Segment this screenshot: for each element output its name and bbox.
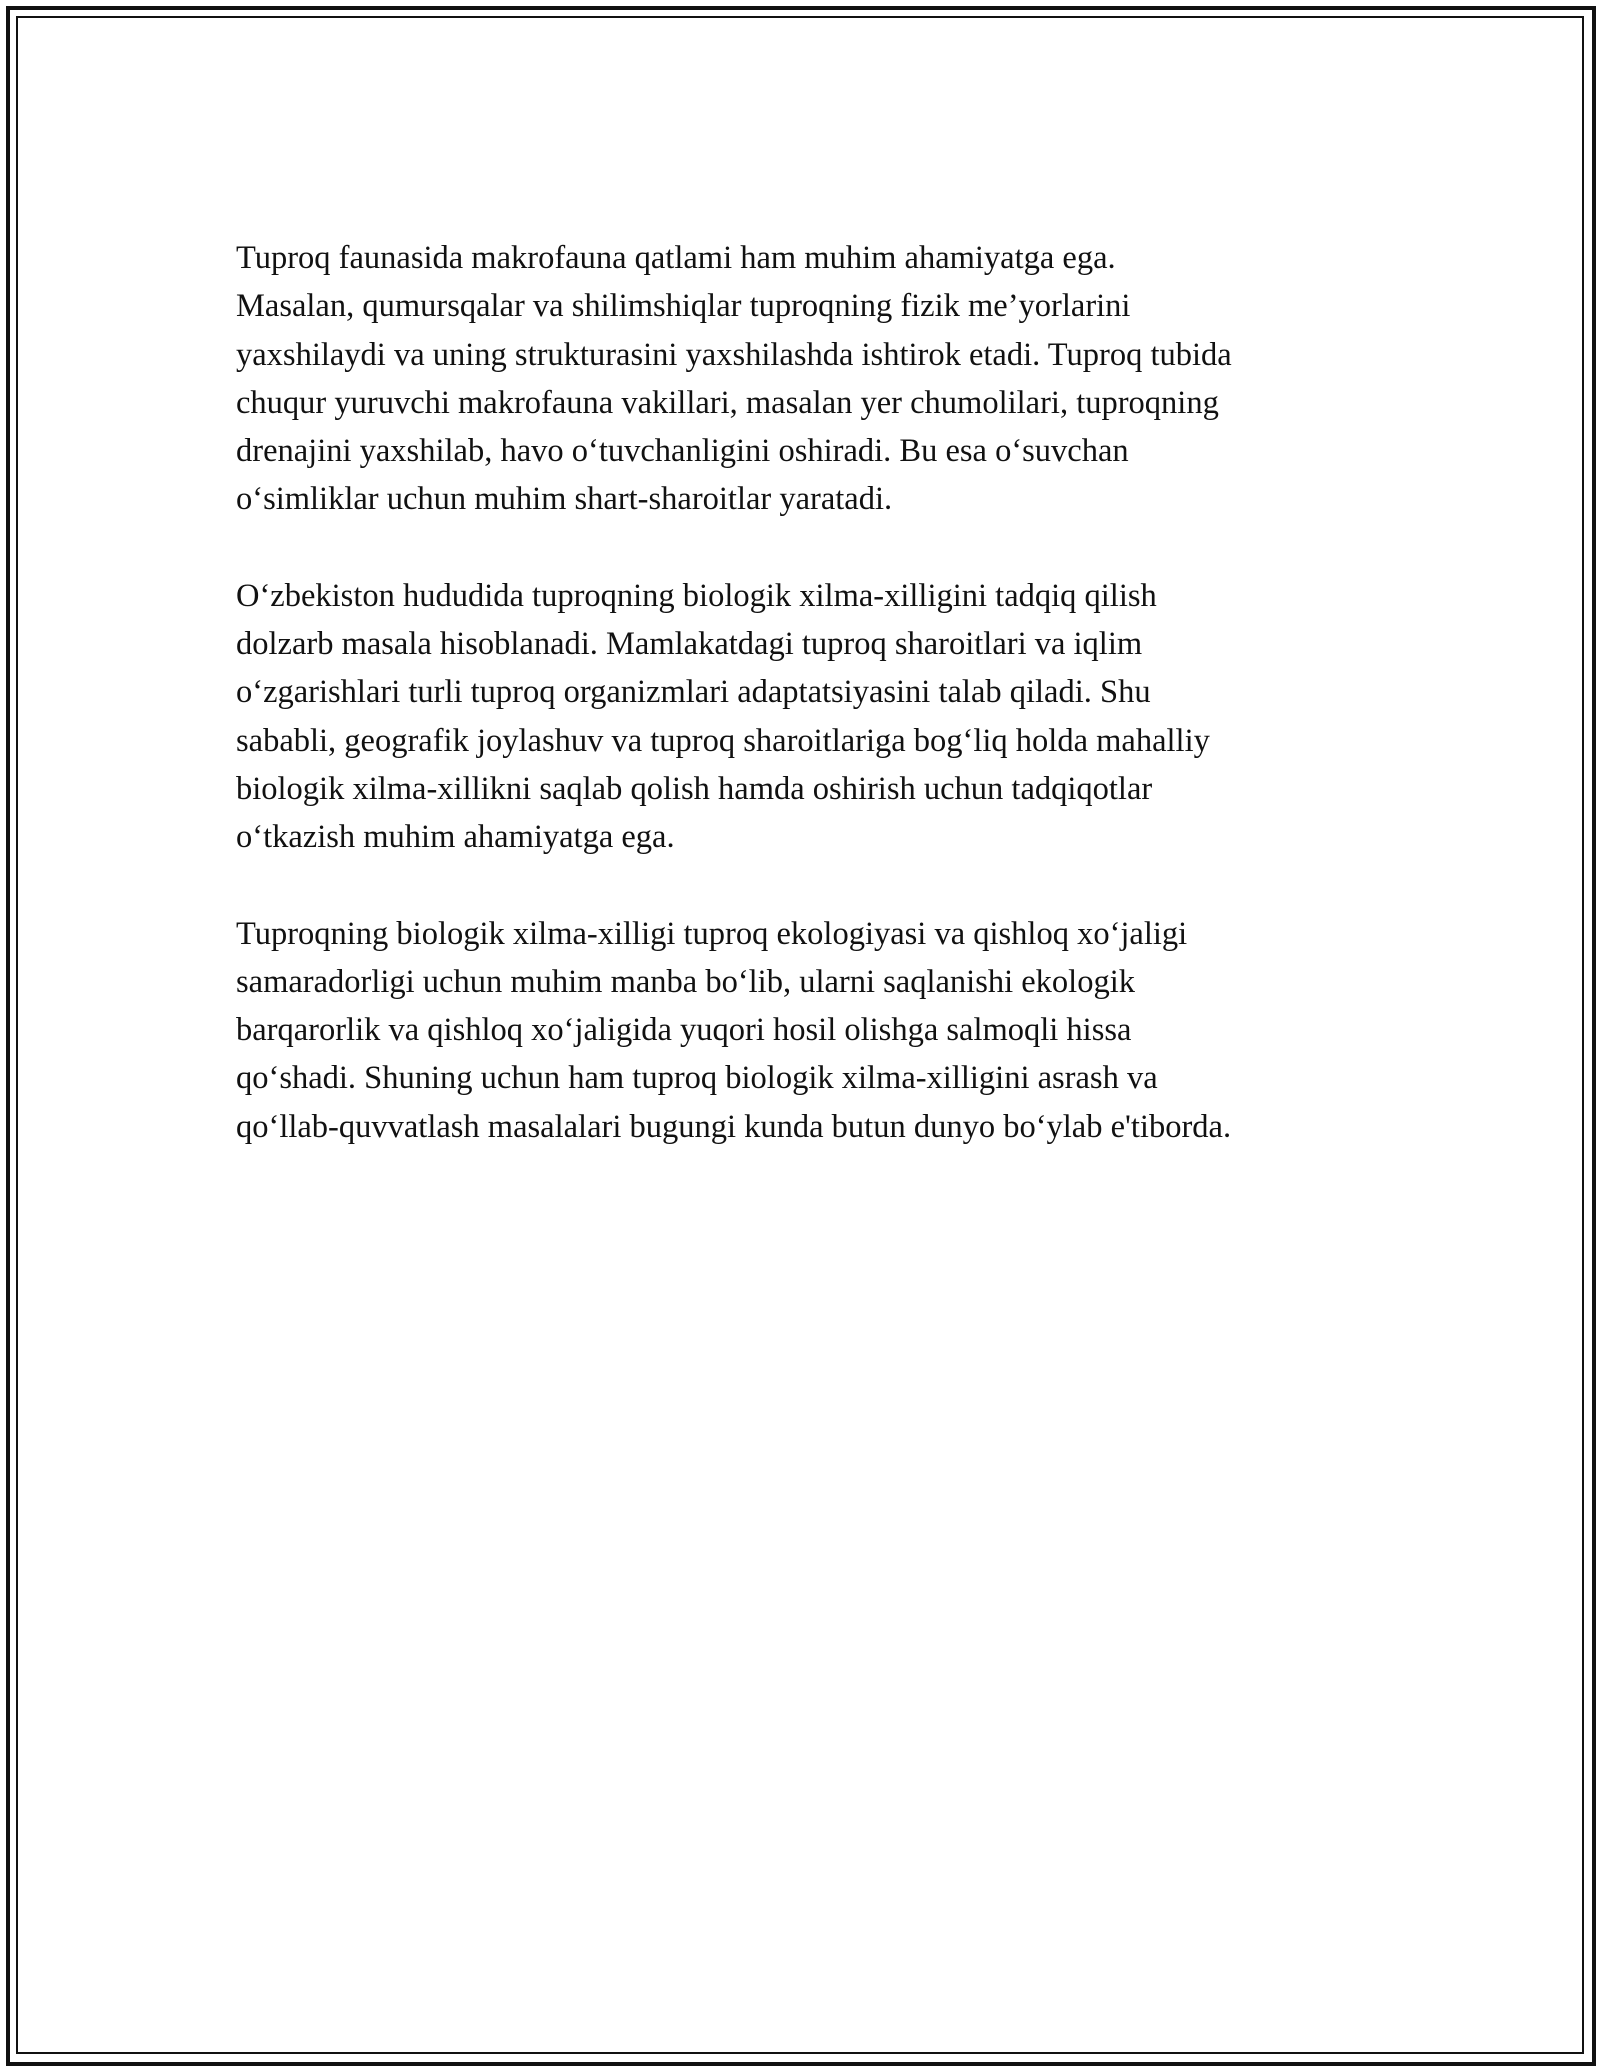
text-line: qo‘shadi. Shuning uchun ham tuproq biologik xilma-xilligini asrash va [236,1060,1158,1097]
text-line: Tuproq faunasida makrofauna qatlami ham muhim ahamiyatga ega. [236,240,1116,276]
text-line: o‘simliklar uchun muhim shart-sharoitlar yaratadi. [236,481,893,518]
text-line: samaradorligi uchun muhim manba bo‘lib, ularni saqlanishi ekologik [236,963,1135,1000]
paragraph-biodiversity [236,910,1366,1151]
text-line: O‘zbekiston hududida tuproqning biologik xilma-xilligini tadqiq qilish [236,577,1157,614]
text-line: qo‘llab-quvvatlash masalalari bugungi kunda butun dunyo bo‘ylab e'tiborda. [236,1108,1232,1145]
text-line: dolzarb masala hisoblanadi. Mamlakatdagi tuproq sharoitlari va iqlim [236,626,1143,663]
text-line: Tuproqning biologik xilma-xilligi tuproq ekologiyasi va qishloq xo‘jaligi [236,915,1188,952]
document-body [236,234,1366,1199]
text-line: biologik xilma-xillikni saqlab qolish hamda oshirish uchun tadqiqotlar [236,770,1153,807]
text-line: Masalan, qumursqalar va shilimshiqlar tuproqning fizik me’yorlarini [236,288,1131,325]
text-line: drenajini yaxshilab, havo o‘tuvchanligini oshiradi. Bu esa o‘suvchan [236,433,1129,470]
paragraph-macrofauna [236,234,1366,524]
text-line: o‘zgarishlari turli tuproq organizmlari adaptatsiyasini talab qiladi. Shu [236,674,1151,711]
text-line: sababli, geografik joylashuv va tuproq sharoitlariga bog‘liq holda mahalliy [236,722,1210,759]
text-line: chuqur yuruvchi makrofauna vakillari, masalan yer chumolilari, tuproqning [236,384,1219,421]
paragraph-uzbekistan [236,572,1366,862]
text-line: yaxshilaydi va uning strukturasini yaxshilashda ishtirok etadi. Tuproq tubida [236,336,1232,373]
text-line: barqarorlik va qishloq xo‘jaligida yuqori hosil olishga salmoqli hissa [236,1012,1132,1049]
text-line: o‘tkazish muhim ahamiyatga ega. [236,819,675,856]
